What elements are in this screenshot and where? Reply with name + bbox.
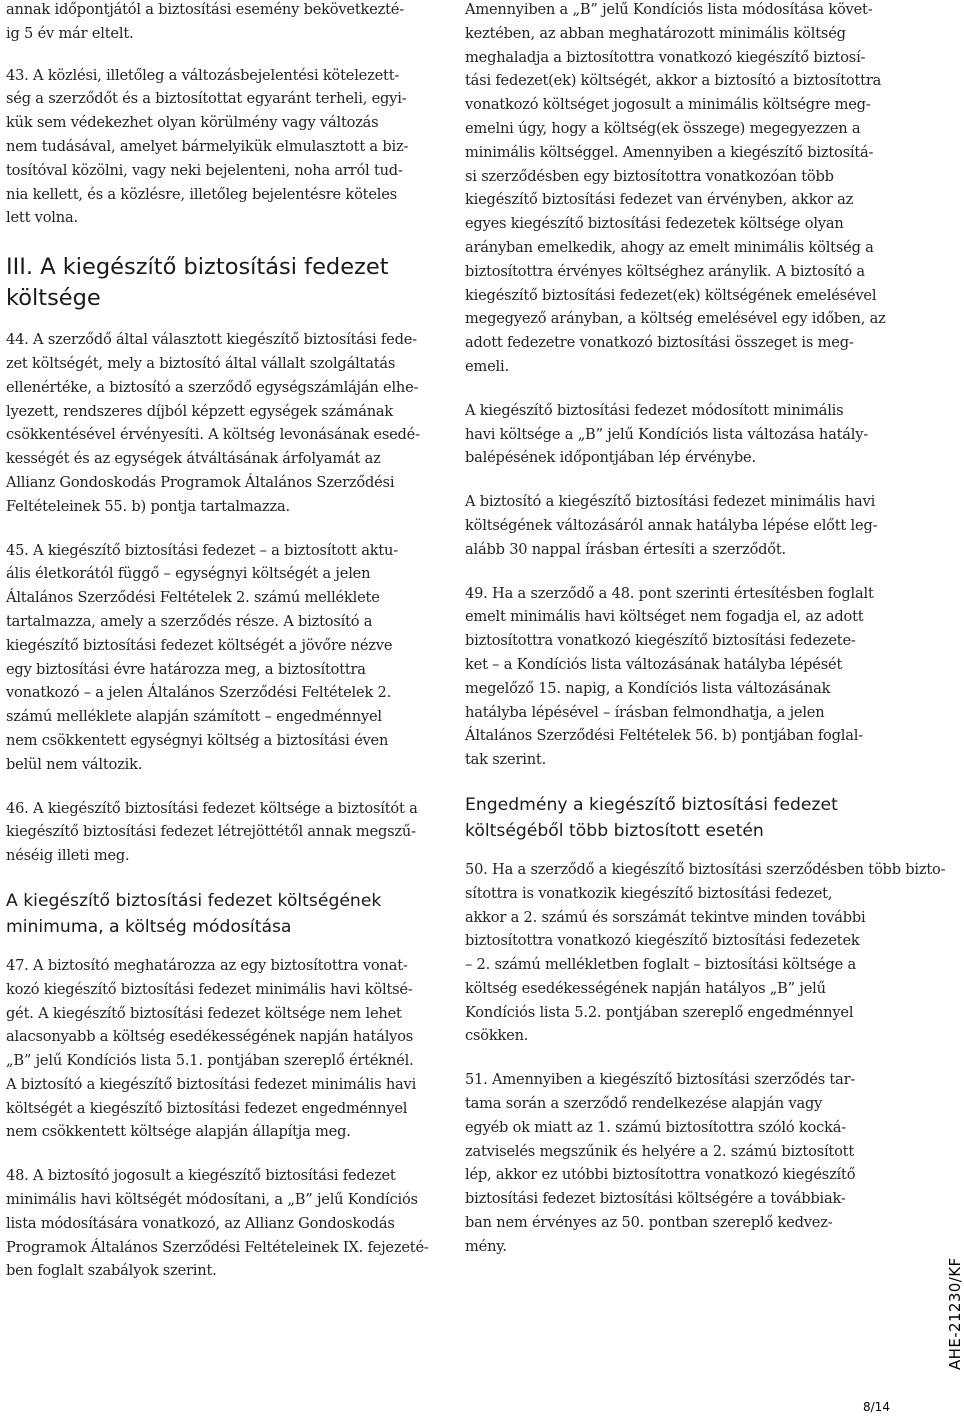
text-line: néséig illeti meg. <box>6 847 130 865</box>
paragraph-notification <box>465 490 899 561</box>
text-line: vonatkozó – a jelen Általános Szerződési Feltételek 2. <box>6 684 392 702</box>
text-line: 51. Amennyiben a kiegészítő biztosítási szerződés tar- <box>465 1071 856 1089</box>
text-line: A kiegészítő biztosítási fedezet költségének <box>6 890 382 911</box>
text-line: biztosítási fedezet biztosítási költségére a továbbiak- <box>465 1190 846 1208</box>
text-line: tak szerint. <box>465 751 547 769</box>
text-line: biztosítottra érvényes költséghez aránylik. A biztosító a <box>465 262 865 280</box>
left-column <box>6 0 429 1303</box>
text-line: si szerződésben egy biztosítottra vonatkozóan több <box>465 167 834 185</box>
text-line: csökkentésével érvényesíti. A költség levonásának esedé- <box>6 426 420 444</box>
paragraph-47 <box>6 954 426 1144</box>
text-line: „B” jelű Kondíciós lista 5.1. pontjában szereplő értéknél. <box>6 1052 414 1070</box>
text-line: 50. Ha a szerződő a kiegészítő biztosítási szerződésben több bizto- <box>465 860 946 878</box>
subheading-discount <box>465 792 899 844</box>
paragraph-intro-continuation <box>6 0 426 46</box>
text-line: kiegészítő biztosítási fedezet költségét a jövőre nézve <box>6 636 393 654</box>
text-line: kiegészítő biztosítási fedezet(ek) költségének emelésével <box>465 286 877 304</box>
text-line: emelni úgy, hogy a költség(ek összege) megegyezzen a <box>465 119 861 137</box>
text-line: 44. A szerződő által választott kiegészítő biztosítási fede- <box>6 331 417 349</box>
text-line: alacsonyabb a költség esedékességének napján hatályos <box>6 1028 414 1046</box>
text-line: 45. A kiegészítő biztosítási fedezet – a biztosított aktu- <box>6 541 398 559</box>
text-line: minimális költséggel. Amennyiben a kiegészítő biztosítá- <box>465 143 874 161</box>
text-line: lép, akkor ez utóbbi biztosítottra vonatkozó kiegészítő <box>465 1166 856 1184</box>
text-line: biztosítottra vonatkozó kiegészítő biztosítási fedezetek <box>465 932 860 950</box>
text-line: Allianz Gondoskodás Programok Általános Szerződési <box>6 473 395 491</box>
text-line: 46. A kiegészítő biztosítási fedezet költsége a biztosítót a <box>6 799 418 817</box>
text-line: egy biztosítási évre határozza meg, a biztosítottra <box>6 660 366 678</box>
text-line: Amennyiben a „B” jelű Kondíciós lista módosítása követ- <box>465 1 873 18</box>
text-line: III. A kiegészítő biztosítási fedezet <box>6 254 389 281</box>
text-line: ben foglalt szabályok szerint. <box>6 1262 217 1280</box>
text-line: 48. A biztosító jogosult a kiegészítő biztosítási fedezet <box>6 1167 396 1185</box>
text-line: egyes kiegészítő biztosítási fedezetek költsége olyan <box>465 215 844 233</box>
text-line: Kondíciós lista 5.2. pontjában szereplő engedménnyel <box>465 1003 854 1021</box>
text-line: csökken. <box>465 1027 529 1045</box>
text-line: nem tudásával, amelyet bármelyikük elmulasztott a biz- <box>6 137 409 155</box>
text-line: Általános Szerződési Feltételek 2. számú melléklete <box>6 589 380 607</box>
paragraph-50 <box>465 858 946 1048</box>
text-line: akkor a 2. számú és sorszámát tekintve minden további <box>465 908 866 926</box>
paragraph-minimum-change <box>465 399 899 470</box>
text-line: kük sem védekezhet olyan körülmény vagy változás <box>6 114 379 132</box>
text-line: kességét és az egységek átváltásának árfolyamát az <box>6 450 381 468</box>
text-line: minimuma, a költség módosítása <box>6 916 292 937</box>
text-line: ség a szerződőt és a biztosítottat egyaránt terheli, egyi- <box>6 90 407 108</box>
paragraph-45 <box>6 539 426 777</box>
text-line: Engedmény a kiegészítő biztosítási fedezet <box>465 794 838 815</box>
text-line: tama során a szerződő rendelkezése alapján vagy <box>465 1095 823 1113</box>
page-number: 8/14 <box>863 1400 890 1414</box>
text-line: keztében, az abban meghatározott minimális költség <box>465 24 846 42</box>
text-line: gét. A kiegészítő biztosítási fedezet költsége nem lehet <box>6 1004 402 1022</box>
section-heading-iii <box>6 252 426 314</box>
text-line: alább 30 nappal írásban értesíti a szerződőt. <box>465 540 786 558</box>
text-line: megelőző 15. napig, a Kondíciós lista változásának <box>465 679 831 697</box>
text-line: ig 5 év már eltelt. <box>6 24 134 42</box>
text-line: zatviselés megszűnik és helyére a 2. számú biztosított <box>465 1142 855 1160</box>
text-line: minimális havi költségét módosítani, a „B” jelű Kondíciós <box>6 1191 418 1209</box>
text-line: A biztosító a kiegészítő biztosítási fedezet minimális havi <box>6 1075 417 1093</box>
text-line: nem csökkentett egységnyi költség a biztosítási éven <box>6 731 389 749</box>
paragraph-43 <box>6 64 426 231</box>
text-line: emeli. <box>465 357 509 375</box>
text-line: egyéb ok miatt az 1. számú biztosítottra szóló kocká- <box>465 1118 846 1136</box>
text-line: Programok Általános Szerződési Feltételeinek IX. fejezeté- <box>6 1238 429 1256</box>
right-column <box>465 0 946 1279</box>
text-line: költségéből több biztosított esetén <box>465 820 764 841</box>
text-line: nia kellett, és a közlésre, illetőleg bejelentésre köteles <box>6 185 397 203</box>
text-line: zet költségét, mely a biztosító által vállalt szolgáltatás <box>6 354 396 372</box>
subheading-cost-minimum <box>6 888 426 940</box>
text-line: balépésének időpontjában lép érvénybe. <box>465 449 756 467</box>
text-line: ban nem érvényes az 50. pontban szereplő kedvez- <box>465 1214 833 1232</box>
text-line: meghaladja a biztosítottra vonatkozó kiegészítő biztosí- <box>465 48 866 66</box>
text-line: emelt minimális havi költséget nem fogadja el, az adott <box>465 608 864 626</box>
text-line: tási fedezet(ek) költségét, akkor a biztosító a biztosítottra <box>465 72 882 90</box>
text-line: belül nem változik. <box>6 755 143 773</box>
text-line: annak időpontjától a biztosítási esemény bekövetkezté- <box>6 1 404 18</box>
paragraph-44 <box>6 328 426 518</box>
text-line: lyezett, rendszeres díjból képzett egységek számának <box>6 402 394 420</box>
text-line: 43. A közlési, illetőleg a változásbejelentési kötelezett- <box>6 66 400 84</box>
text-line: költsége <box>6 285 101 312</box>
text-line: lista módosítására vonatkozó, az Allianz Gondoskodás <box>6 1214 395 1232</box>
text-line: lett volna. <box>6 209 78 227</box>
text-line: Feltételeinek 55. b) pontja tartalmazza. <box>6 497 290 515</box>
text-line: Általános Szerződési Feltételek 56. b) pontjában foglal- <box>465 727 863 745</box>
text-line: hatályba lépésével – írásban felmondhatja, a jelen <box>465 703 825 721</box>
paragraph-48 <box>6 1164 429 1283</box>
text-line: havi költsége a „B” jelű Kondíciós lista változása hatály- <box>465 425 869 443</box>
text-line: nem csökkentett költsége alapján állapítja meg. <box>6 1123 351 1141</box>
text-line: ket – a Kondíciós lista változásának hatályba lépését <box>465 655 843 673</box>
text-line: A biztosító a kiegészítő biztosítási fedezet minimális havi <box>465 493 876 511</box>
text-line: mény. <box>465 1237 507 1255</box>
paragraph-46 <box>6 797 426 868</box>
text-line: ális életkorától függő – egységnyi költségét a jelen <box>6 565 371 583</box>
text-line: költségének változásáról annak hatályba lépése előtt leg- <box>465 516 878 534</box>
text-line: megegyező arányban, a költség emelésével egy időben, az <box>465 310 886 328</box>
text-line: tosítóval közölni, vagy neki bejelenteni, noha arról tud- <box>6 161 403 179</box>
text-line: A kiegészítő biztosítási fedezet módosított minimális <box>465 401 844 419</box>
text-line: költségét a kiegészítő biztosítási fedezet engedménnyel <box>6 1099 408 1117</box>
document-code: AHE-21230/KF <box>946 1257 964 1370</box>
text-line: vonatkozó költséget jogosult a minimális költségre meg- <box>465 96 871 114</box>
text-line: kozó kiegészítő biztosítási fedezet minimális havi költsé- <box>6 980 413 998</box>
paragraph-48-continuation <box>465 0 899 379</box>
text-line: kiegészítő biztosítási fedezet létrejöttétől annak megszű- <box>6 823 416 841</box>
text-line: sítottra is vonatkozik kiegészítő biztosítási fedezet, <box>465 884 833 902</box>
text-line: biztosítottra vonatkozó kiegészítő biztosítási fedezete- <box>465 632 856 650</box>
text-line: 47. A biztosító meghatározza az egy biztosítottra vonat- <box>6 956 408 974</box>
text-line: tartalmazza, amely a szerződés része. A biztosító a <box>6 612 373 630</box>
paragraph-51 <box>465 1068 899 1258</box>
text-line: számú melléklete alapján számított – engedménnyel <box>6 708 382 726</box>
text-line: 49. Ha a szerződő a 48. pont szerinti értesítésben foglalt <box>465 584 874 602</box>
text-line: költség esedékességének napján hatályos „B” jelű <box>465 979 826 997</box>
text-line: kiegészítő biztosítási fedezet van érvényben, akkor az <box>465 191 854 209</box>
text-line: adott fedezetre vonatkozó biztosítási összeget is meg- <box>465 334 854 352</box>
text-line: – 2. számú mellékletben foglalt – biztosítási költsége a <box>465 956 857 974</box>
text-line: ellenértéke, a biztosító a szerződő egységszámláján elhe- <box>6 378 419 396</box>
paragraph-49 <box>465 582 899 772</box>
text-line: arányban emelkedik, ahogy az emelt minimális költség a <box>465 238 874 256</box>
